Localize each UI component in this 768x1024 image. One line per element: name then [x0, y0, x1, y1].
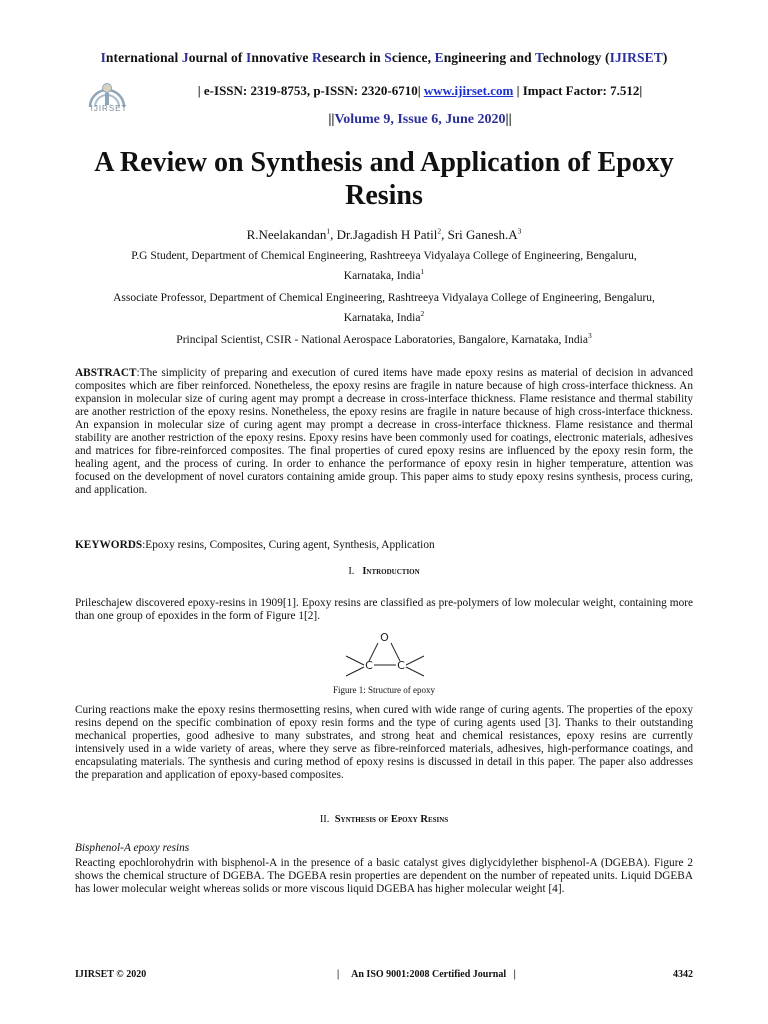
volume-line: ||Volume 9, Issue 6, June 2020||: [328, 112, 512, 127]
website-link[interactable]: www.ijirset.com: [423, 83, 514, 98]
footer-copyright: IJIRSET © 2020: [75, 969, 147, 980]
affiliation-2-line-2: Karnataka, India$^2$: [343, 309, 425, 324]
section-heading-introduction: I. Introduction: [348, 566, 420, 577]
page-number: 4342: [673, 969, 693, 980]
journal-name: International Journal of Innovative Research in Science, Engineering and Technology (IJIRSET): [100, 50, 668, 65]
logo-text: IJIRSET: [90, 104, 128, 113]
paper-title: A Review on Synthesis and Application of Epoxy Resins: [94, 147, 674, 211]
subsection-heading: Bisphenol-A epoxy resins: [75, 842, 190, 854]
affiliation-2-line-1: Associate Professor, Department of Chemical Engineering, Rashtreeya Vidyalaya College of Engineering, Bengaluru,: [113, 292, 655, 304]
issn-line: | e-ISSN: 2319-8753, p-ISSN: 2320-6710| www.ijirset.com | Impact Factor: 7.512|: [197, 83, 643, 98]
carbon-atom-2: C: [397, 659, 405, 672]
figure-1-caption: Figure 1: Structure of epoxy: [333, 685, 435, 695]
section-heading-synthesis: II. Synthesis of Epoxy Resins: [319, 814, 449, 825]
keywords: [75, 539, 693, 551]
oxygen-atom: O: [380, 631, 389, 644]
abstract-text: :The simplicity of preparing and execution of cured items have made epoxy resins as material of decision in advanced composites which are fiber reinforced. Nonetheless, the epoxy resins are fragile in nature because of high cross-interface thickness. An expansion in molecular size of curing agent may prompt a decrease in cross-interface thickness. Flame resistance and thermal stability are another restriction of the epoxy resins. Nonetheless, the epoxy resins are fragile in nature because of high cross-interface thickness. An expansion in molecular size of curing agent may prompt a decrease in cross-interface thickness. Flame resistance and thermal stability are another restriction of the epoxy resins. Epoxy resins have been commonly used for coatings, electronic materials, adhesives and matrices for fibre-reinforced composites. The final properties of cured epoxy resins are influenced by the epoxy resin form, the healing agent, and the process of curing. In order to enhance the performance of epoxy resin in higher temperature, attention was focused on the development of novel curators containing amide group. This paper aims to study epoxy resins synthesis, process curing, and application.: [75, 367, 693, 496]
keywords-label: KEYWORDS: [75, 539, 143, 551]
footer-certification: | An ISO 9001:2008 Certified Journal |: [337, 969, 516, 980]
carbon-atom-1: C: [365, 659, 373, 672]
keywords-text: :Epoxy resins, Composites, Curing agent, Synthesis, Application: [142, 539, 435, 551]
curing-paragraph: Curing reactions make the epoxy resins thermosetting resins, when cured with wide range of curing agents. The properties of the epoxy resins depend on the specific combination of epoxy resin forms and the type of curing agents used [3]. Thanks to their outstanding mechanical properties, good adhesive to many substrates, and strong heat and chemical resistances, epoxy resins are currently intensively used in a wide variety of areas, where they serve as fibre-reinforced materials, adhesives, high-performance coatings, and encapsulating materials. The synthesis and curing method of epoxy resins is discussed in detail in this paper. The paper also addresses the preparation and application of epoxy-based composites.: [75, 704, 693, 781]
abstract-label: ABSTRACT: [75, 367, 137, 379]
affiliation-1-line-1: P.G Student, Department of Chemical Engineering, Rashtreeya Vidyalaya College of Engineering, Bengaluru,: [131, 250, 637, 262]
affiliation-1-line-2: Karnataka, India$^1$: [343, 267, 425, 282]
abstract: [75, 367, 693, 497]
epoxy-structure-figure: [334, 628, 434, 684]
affiliation-3: Principal Scientist, CSIR - National Aerospace Laboratories, Bangalore, Karnataka, India$^3$: [176, 331, 592, 346]
intro-paragraph: Prileschajew discovered epoxy-resins in 1909[1]. Epoxy resins are classified as pre-polymers of low molecular weight, containing more than one group of epoxides in the form of Figure 1[2].: [75, 597, 693, 622]
bisphenol-paragraph: Reacting epochlorohydrin with bisphenol-A in the presence of a basic catalyst gives diglycidylether bisphenol-A (DGEBA). Figure 2 shows the chemical structure of DGEBA. The DGEBA resin properties are dependent on the number of repeated units. Liquid DGEBA has lower molecular weight whereas solids or more viscous liquid DGEBA has higher molecular weight [4].: [75, 857, 693, 895]
author-list: R.Neelakandan$^1$, Dr.Jagadish H Patil$^2$, Sri $Ganesh.A^3$: [246, 226, 522, 242]
